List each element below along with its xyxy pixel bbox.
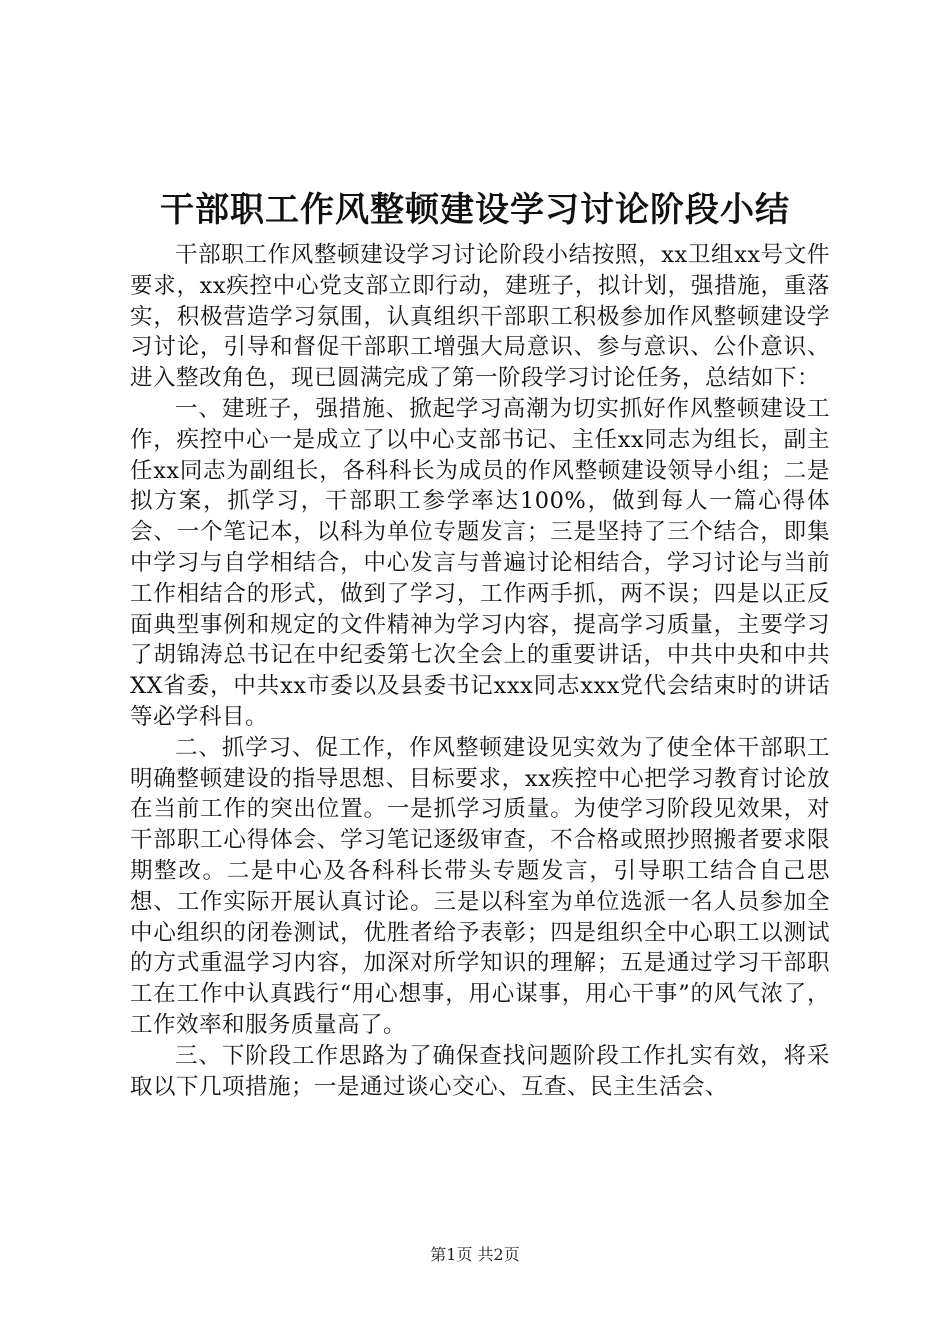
paragraph-section-1: 一、建班子，强措施、掀起学习高潮为切实抓好作风整顿建设工作，疾控中心一是成立了以中心支部书记、主任xx同志为组长，副主任xx同志为副组长，各科科长为成员的作风整顿建设领导小组；二是拟方案，抓学习，干部职工参学率达100%，做到每人一篇心得体会、一个笔记本，以科为单位专题发言；三是坚持了三个结合，即集中学习与自学相结合，中心发言与普遍讨论相结合，学习讨论与当前工作相结合的形式，做到了学习，工作两手抓，两不误；四是以正反面典型事例和规定的文件精神为学习内容，提高学习质量，主要学习了胡锦涛总书记在中纪委第七次全会上的重要讲话，中共中央和中共XX省委，中共xx市委以及县委书记xxx同志xxx党代会结束时的讲话等必学科目。 bbox=[130, 395, 830, 730]
paragraph-section-2: 二、抓学习、促工作，作风整顿建设见实效为了使全体干部职工明确整顿建设的指导思想、目标要求，xx疾控中心把学习教育讨论放在当前工作的突出位置。一是抓学习质量。为使学习阶段见效果，对干部职工心得体会、学习笔记逐级审查，不合格或照抄照搬者要求限期整改。二是中心及各科科长带头专题发言，引导职工结合自己思想、工作实际开展认真讨论。三是以科室为单位选派一名人员参加全中心组织的闭卷测试，优胜者给予表彰；四是组织全中心职工以测试的方式重温学习内容，加深对所学知识的理解；五是通过学习干部职工在工作中认真践行“用心想事，用心谋事，用心干事”的风气浓了，工作效率和服务质量高了。 bbox=[130, 734, 830, 1038]
paragraph-intro: 干部职工作风整顿建设学习讨论阶段小结按照，xx卫组xx号文件要求，xx疾控中心党支部立即行动，建班子，拟计划，强措施，重落实，积极营造学习氛围，认真组织干部职工积极参加作风整顿建设学习讨论，引导和督促干部职工增强大局意识、参与意识、公仆意识、进入整改角色，现已圆满完成了第一阶段学习讨论任务，总结如下： bbox=[130, 242, 830, 392]
document-title: 干部职工作风整顿建设学习讨论阶段小结 bbox=[160, 190, 790, 230]
paragraph-section-3: 三、下阶段工作思路为了确保查找问题阶段工作扎实有效，将采取以下几项措施；一是通过谈心交心、互查、民主生活会、 bbox=[130, 1042, 830, 1100]
document-body bbox=[130, 240, 830, 1102]
page-number-footer: 第1页 共2页 bbox=[430, 1245, 520, 1264]
